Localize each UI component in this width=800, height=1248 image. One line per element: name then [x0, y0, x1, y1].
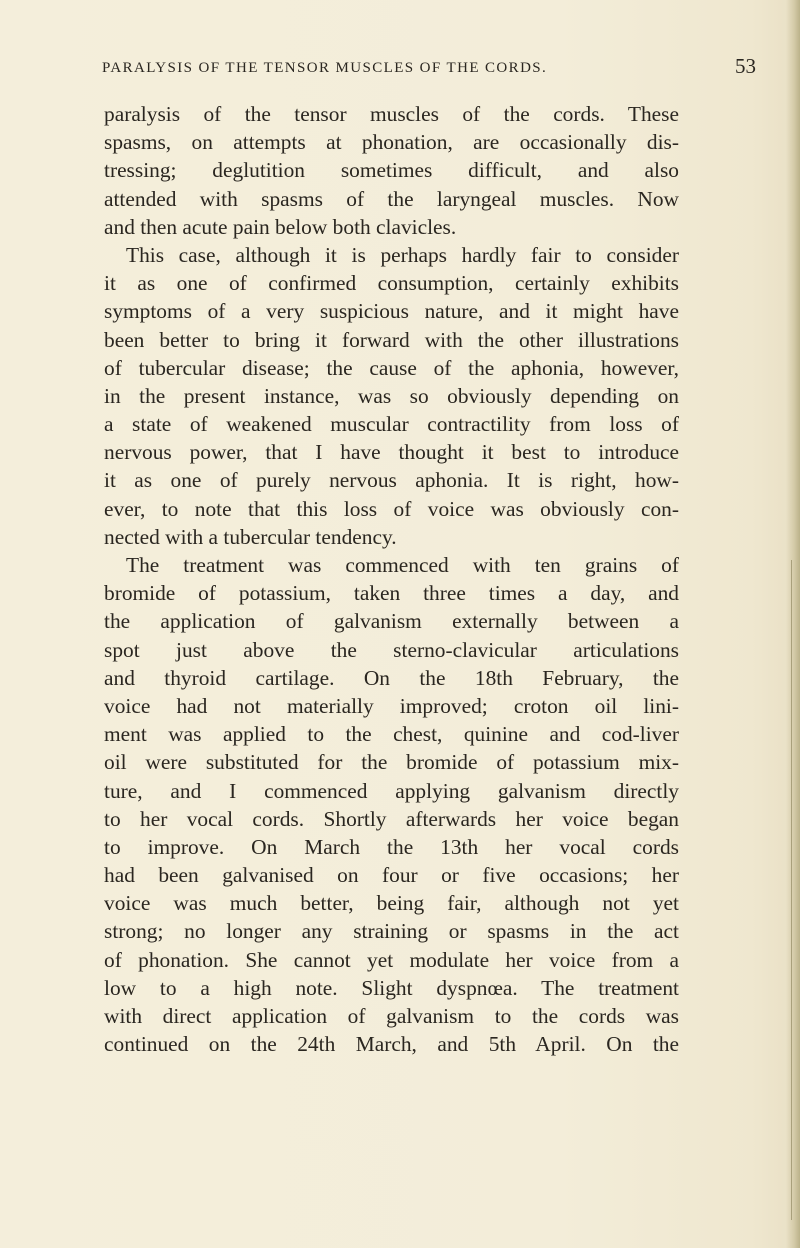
text-line: the application of galvanism externally between a: [104, 609, 679, 634]
text-line: tressing; deglutition sometimes difficult, and also: [104, 158, 679, 183]
running-head: PARALYSIS OF THE TENSOR MUSCLES OF THE CORDS.: [102, 60, 548, 76]
text-line: strong; no longer any straining or spasms in the act: [104, 919, 679, 944]
text-line: nervous power, that I have thought it best to introduce: [104, 440, 679, 465]
page-edge-line: [791, 560, 792, 1220]
text-line: to improve. On March the 13th her vocal cords: [104, 834, 679, 859]
text-line: and then acute pain below both clavicles.: [104, 214, 457, 239]
text-line: ture, and I commenced applying galvanism directly: [104, 778, 679, 803]
text-line: ment was applied to the chest, quinine and cod-liver: [104, 722, 679, 747]
text-line: a state of weakened muscular contractility from loss of: [104, 412, 679, 437]
text-line: spot just above the sterno-clavicular articulations: [104, 637, 679, 662]
text-line: attended with spasms of the laryngeal muscles. Now: [104, 186, 679, 211]
text-line: symptoms of a very suspicious nature, and it might have: [104, 299, 679, 324]
text-line: and thyroid cartilage. On the 18th February, the: [104, 665, 679, 690]
text-line: voice had not materially improved; croton oil lini-: [104, 693, 679, 718]
page-number: 53: [735, 54, 756, 78]
text-line: This case, although it is perhaps hardly fair to consider: [126, 242, 679, 267]
text-line: paralysis of the tensor muscles of the cords. These: [104, 102, 679, 126]
text-line: oil were substituted for the bromide of potassium mix-: [104, 750, 679, 775]
text-line: spasms, on attempts at phonation, are occasionally dis-: [104, 130, 679, 155]
page-edge-shadow: [786, 0, 800, 1248]
text-line: to her vocal cords. Shortly afterwards her voice began: [104, 806, 679, 831]
text-line: had been galvanised on four or five occasions; her: [104, 863, 679, 888]
text-line: ever, to note that this loss of voice was obviously con-: [104, 496, 679, 521]
text-line: been better to bring it forward with the other illustrations: [104, 327, 679, 352]
text-line: of phonation. She cannot yet modulate her voice from a: [104, 947, 679, 972]
page-header: [100, 54, 760, 84]
text-line: it as one of purely nervous aphonia. It is right, how-: [104, 468, 679, 493]
body-text: [104, 100, 679, 1058]
text-line: The treatment was commenced with ten grains of: [126, 553, 679, 577]
text-line: low to a high note. Slight dyspnœa. The treatment: [104, 975, 679, 1000]
text-line: of tubercular disease; the cause of the aphonia, however,: [104, 355, 679, 380]
text-line: nected with a tubercular tendency.: [104, 524, 397, 549]
text-line: it as one of confirmed consumption, certainly exhibits: [104, 271, 679, 296]
text-line: in the present instance, was so obviously depending on: [104, 383, 679, 408]
text-line: continued on the 24th March, and 5th April. On the: [104, 1032, 679, 1057]
text-line: bromide of potassium, taken three times a day, and: [104, 581, 679, 606]
text-line: voice was much better, being fair, although not yet: [104, 891, 679, 916]
text-line: with direct application of galvanism to the cords was: [104, 1004, 679, 1028]
